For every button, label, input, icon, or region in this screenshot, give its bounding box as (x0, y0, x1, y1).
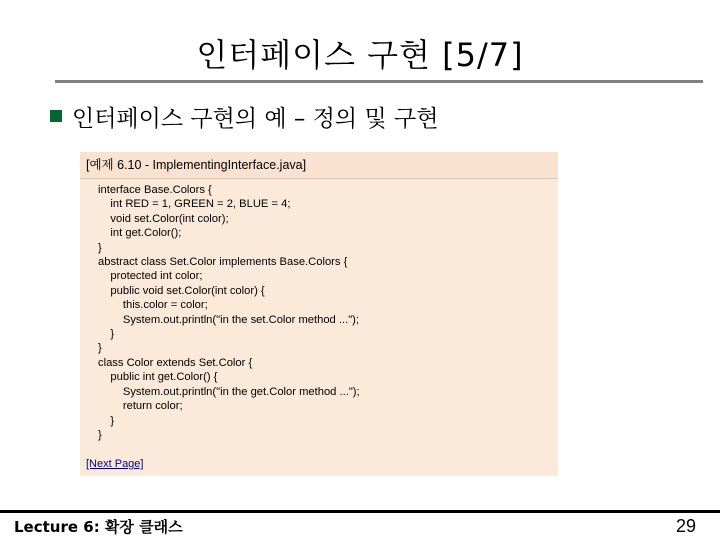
bullet-text: 인터페이스 구현의 예 – 정의 및 구현 (72, 105, 439, 132)
code-line: void set.Color(int color); (98, 212, 229, 225)
code-line: } (98, 241, 102, 254)
slide-title: 인터페이스 구현 [5/7] (196, 36, 524, 74)
code-line: System.out.println("in the get.Color method ..."); (98, 385, 360, 398)
code-line: } (98, 342, 102, 355)
code-line: return color; (98, 400, 183, 413)
code-line: class Color extends Set.Color { (98, 356, 253, 369)
page-number: 29 (675, 516, 696, 536)
code-block (80, 179, 558, 442)
bullet-square-icon (50, 110, 62, 122)
code-example-panel (80, 152, 558, 476)
footer-divider (0, 510, 720, 513)
code-line: } (98, 414, 115, 427)
code-line: } (98, 428, 102, 441)
code-line: public void set.Color(int color) { (98, 284, 265, 297)
code-line: interface Base.Colors { (98, 184, 212, 196)
code-line: protected int color; (98, 270, 203, 283)
code-line: abstract class Set.Color implements Base.Colors { (98, 256, 348, 269)
code-line: System.out.println("in the set.Color method ..."); (98, 313, 360, 326)
bullet-row (50, 100, 438, 132)
code-line: public int get.Color() { (98, 371, 218, 384)
code-line: } (98, 328, 115, 341)
code-line: this.color = color; (98, 299, 208, 312)
next-page-link[interactable]: [Next Page] (86, 458, 144, 470)
footer-lecture-title: Lecture 6: 확장 클래스 (14, 518, 183, 536)
example-heading: [예제 6.10 - ImplementingInterface.java] (80, 152, 558, 179)
code-line: int get.Color(); (98, 227, 182, 240)
title-divider (55, 80, 703, 83)
code-line: int RED = 1, GREEN = 2, BLUE = 4; (98, 198, 291, 211)
